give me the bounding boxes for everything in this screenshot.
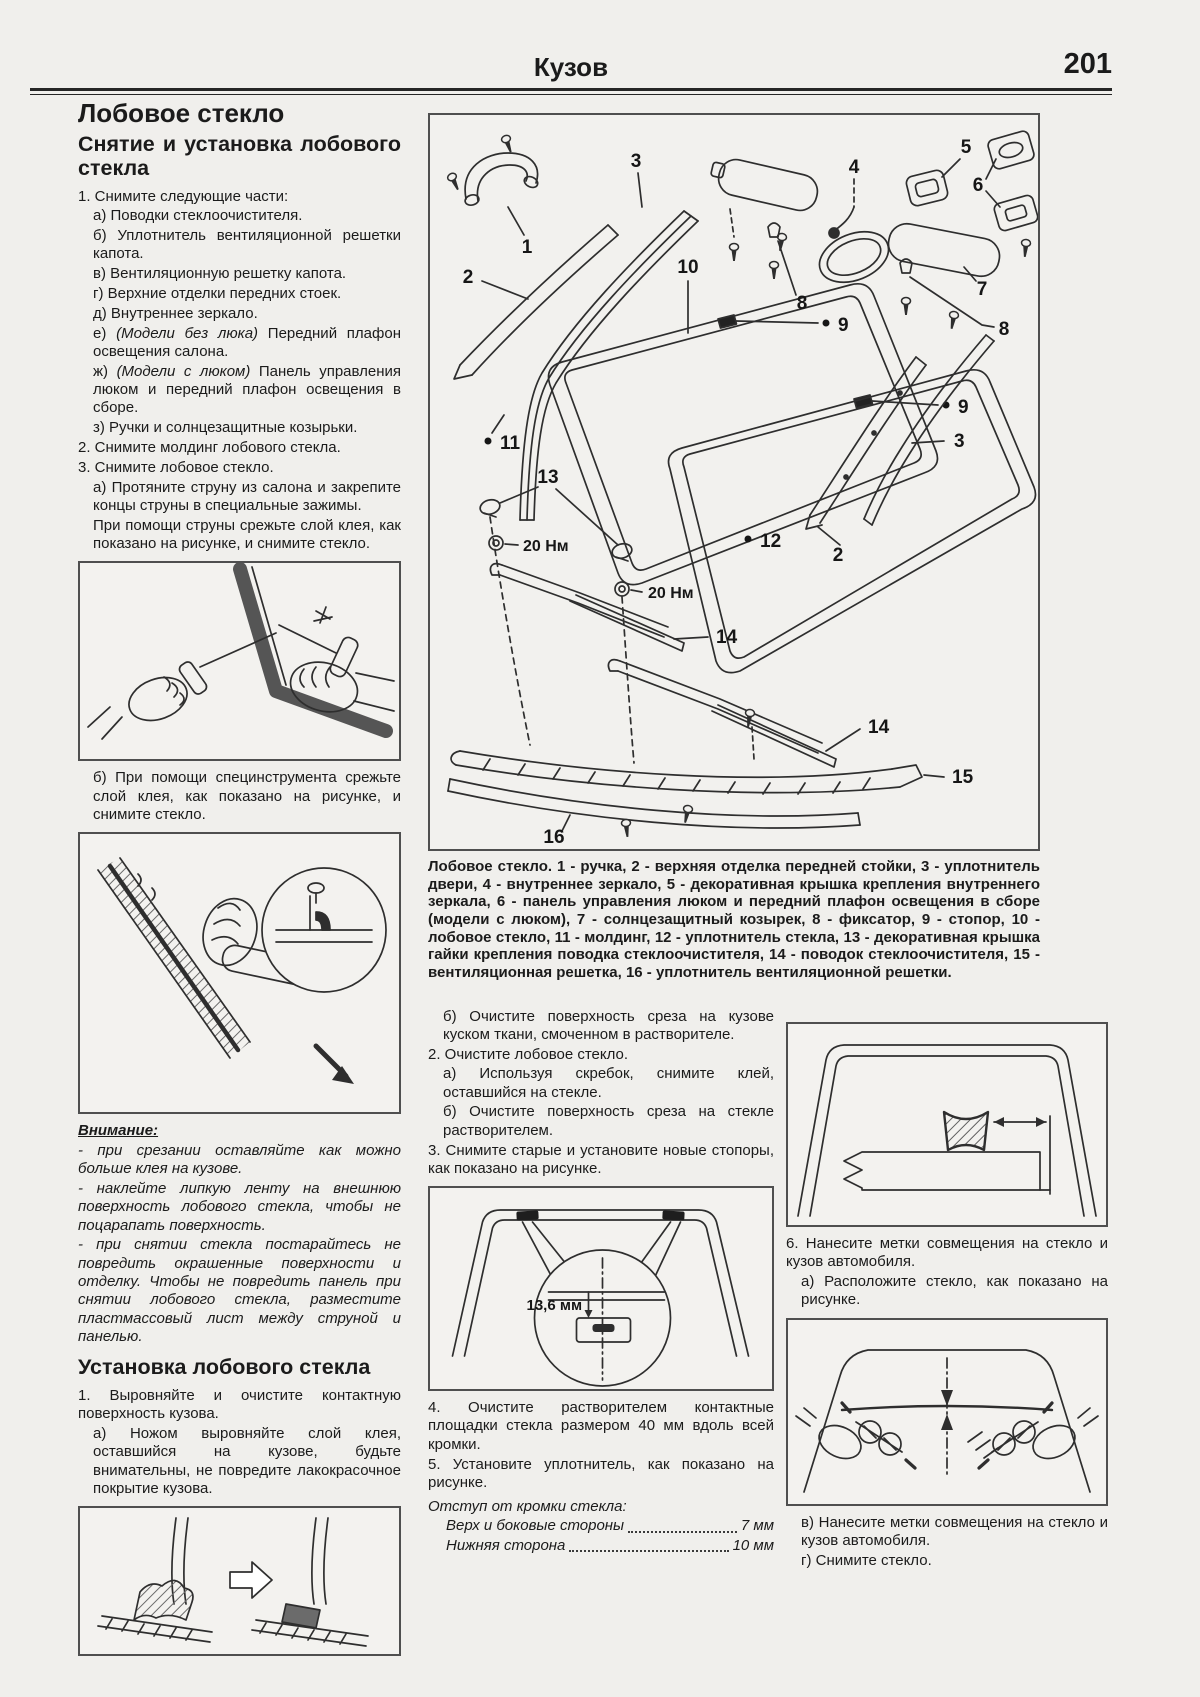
callout-3-right: 3 bbox=[954, 431, 965, 452]
spec-row bbox=[428, 1517, 774, 1535]
step-item: б) Уплотнитель вентиляционной решетки капота. bbox=[93, 227, 401, 263]
step-item bbox=[78, 363, 401, 418]
section-title: Лобовое стекло bbox=[78, 98, 285, 128]
header-rule bbox=[30, 88, 1112, 95]
callout-14b: 14 bbox=[868, 717, 890, 738]
spec-value: 7 мм bbox=[740, 1517, 774, 1535]
glue-trimming-illustration bbox=[80, 1508, 399, 1654]
figure-special-tool bbox=[78, 832, 401, 1114]
step-item: а) Расположите стекло, как показано на рисунке. bbox=[801, 1273, 1108, 1309]
step-item: б) Очистите поверхность среза на стекле растворителем. bbox=[443, 1103, 774, 1139]
callout-1: 1 bbox=[521, 237, 533, 258]
pillar-band bbox=[240, 569, 386, 731]
step-item: 6. Нанесите метки совмещения на стекло и кузов автомобиля. bbox=[786, 1235, 1108, 1271]
callout-15: 15 bbox=[952, 767, 974, 788]
callout-13: 13 bbox=[537, 467, 559, 488]
attention-heading bbox=[78, 1122, 401, 1140]
part-handle bbox=[446, 134, 539, 235]
step-item: г) Верхние отделки передних стоек. bbox=[93, 285, 342, 303]
part-sun-visor-left bbox=[711, 156, 821, 261]
callout-14a: 14 bbox=[716, 627, 738, 648]
callout-2: 2 bbox=[462, 267, 474, 288]
stopper-dimension-label: 13,6 мм bbox=[526, 1297, 583, 1315]
exploded-diagram-figure bbox=[428, 113, 1040, 851]
step-item: 3. Снимите старые и установите новые стопоры, как показано на рисунке. bbox=[428, 1141, 774, 1177]
magnifier-inset bbox=[535, 1250, 671, 1386]
middle-column bbox=[428, 1006, 774, 1556]
magnifier-inset bbox=[262, 868, 386, 992]
step-item: 2. Очистите лобовое стекло. bbox=[428, 1045, 629, 1063]
spec-leader bbox=[628, 1517, 737, 1532]
step-item: 3. Снимите лобовое стекло. bbox=[78, 458, 274, 476]
step-item: При помощи струны срежьте слой клея, как показано на рисунке, и снимите стекло. bbox=[93, 516, 401, 552]
attention-item: - наклейте липкую ленту на внешнюю поверхность лобового стекла, чтобы не поцарапать поверхность. bbox=[78, 1180, 401, 1234]
left-hand bbox=[88, 660, 208, 739]
callout-2-right: 2 bbox=[832, 545, 844, 566]
seal-position-illustration bbox=[788, 1024, 1106, 1225]
callout-8a: 8 bbox=[796, 293, 808, 314]
callout-7: 7 bbox=[976, 279, 988, 300]
callout-8b: 8 bbox=[998, 319, 1010, 340]
step-item: з) Ручки и солнцезащитные козырьки. bbox=[93, 419, 358, 437]
step-item: 1. Снимите следующие части: bbox=[78, 187, 289, 205]
seal-cross-section bbox=[944, 1112, 988, 1150]
step-item bbox=[78, 325, 401, 362]
figure-alignment-marks bbox=[786, 1318, 1108, 1506]
leader-11 bbox=[492, 415, 504, 433]
glue-bead bbox=[110, 866, 238, 1050]
subsection-title: Снятие и установка лобового стекла bbox=[78, 132, 401, 180]
spec-leader bbox=[569, 1537, 728, 1552]
glass-edge-band bbox=[844, 1152, 1040, 1190]
spec-label: Нижняя сторона bbox=[446, 1536, 566, 1554]
spec-row bbox=[428, 1537, 774, 1555]
arrow-up bbox=[941, 1414, 953, 1430]
callout-5: 5 bbox=[960, 137, 972, 158]
step-item: г) Снимите стекло. bbox=[801, 1551, 932, 1569]
step-item: б) При помощи специнструмента срежьте слой клея, как показано на рисунке, и снимите стекло. bbox=[93, 769, 401, 823]
part-lamp-panels bbox=[986, 130, 1038, 258]
cut-mark bbox=[314, 607, 332, 623]
torque-label-2: 20 Нм bbox=[648, 585, 694, 602]
step-item: 1. Выровняйте и очистите контактную поверхность кузова. bbox=[78, 1386, 401, 1423]
step-item: а) Поводки стеклоочистителя. bbox=[93, 207, 303, 225]
step-item: б) Очистите поверхность среза на кузове куском ткани, смоченном в растворителе. bbox=[443, 1007, 774, 1043]
figure-seal-position bbox=[786, 1022, 1108, 1227]
stopper-left bbox=[516, 1211, 538, 1221]
part-door-seal-right bbox=[864, 335, 994, 525]
stopper-right bbox=[662, 1211, 684, 1221]
callout-3: 3 bbox=[630, 151, 642, 172]
left-column bbox=[78, 100, 401, 1664]
attention-title: Внимание: bbox=[78, 1122, 159, 1140]
arrow-down bbox=[941, 1390, 953, 1406]
part-wiper-arm-1 bbox=[490, 564, 708, 651]
before-sketch bbox=[98, 1518, 212, 1642]
callout-9a: 9 bbox=[838, 315, 849, 336]
part-pillar-trim-right bbox=[806, 357, 926, 545]
spec-value: 10 мм bbox=[732, 1536, 774, 1554]
bullet-11 bbox=[485, 438, 492, 445]
callout-4: 4 bbox=[848, 157, 860, 178]
torque-label-1: 20 Нм bbox=[523, 538, 569, 555]
special-tool-illustration bbox=[80, 834, 399, 1112]
step-prefix: ж) bbox=[93, 362, 109, 380]
part-mirror-cover bbox=[905, 159, 960, 207]
step-item: 5. Установите уплотнитель, как показано на рисунке. bbox=[428, 1455, 774, 1491]
stoppers-illustration bbox=[430, 1188, 772, 1389]
step-text: Передний плафон освещения салона. bbox=[93, 324, 401, 360]
spec-block bbox=[428, 1498, 774, 1555]
diagram-caption: Лобовое стекло. 1 - ручка, 2 - верхняя отделка передней стойки, 3 - уплотнитель двери, 4 - внутреннее зеркало, 5 - декоративная крышка крепления внутреннего зеркала, 6 - панель управления люком и передний плафон освещения в сборе (модели с люком), 7 - солнцезащитный козырек, 8 - фиксатор, 9 - стопор, 10 - лобовое стекло, 11 - молдинг, 12 - уплотнитель стекла, 13 - декоративная крышка гайки крепления поводка стеклоочистителя, 14 - поводок стеклоочистителя, 15 - вентиляционная решетка, 16 - уплотнитель вентиляционной решетки. bbox=[428, 858, 1040, 982]
page-header-title: Кузов bbox=[533, 52, 609, 82]
alignment-marks-illustration bbox=[788, 1320, 1106, 1504]
attention-item: - при срезании оставляйте как можно больше клея на кузове. bbox=[78, 1141, 401, 1178]
part-pillar-trim-left bbox=[454, 225, 618, 379]
step-item: а) Ножом выровняйте слой клея, оставшийся на кузове, будьте внимательны, не повредите лакокрасочное покрытие кузова. bbox=[93, 1424, 401, 1497]
bullet-9a bbox=[823, 320, 830, 327]
step-model-note: (Модели без люка) bbox=[116, 324, 259, 342]
spec-title: Отступ от кромки стекла: bbox=[428, 1498, 627, 1516]
step-item: в) Нанесите метки совмещения на стекло и кузов автомобиля. bbox=[801, 1513, 1108, 1549]
step-item: а) Используя скребок, снимите клей, оставшийся на стекле. bbox=[443, 1065, 774, 1101]
callout-9b: 9 bbox=[958, 397, 969, 418]
arrow-between bbox=[230, 1562, 272, 1598]
figure-wire-cutting bbox=[78, 561, 401, 761]
step-text: Панель управления люком и передний плафон освещения в сборе. bbox=[93, 362, 402, 417]
install-section-title: Установка лобового стекла bbox=[78, 1355, 371, 1380]
right-column bbox=[786, 1014, 1108, 1572]
figure-stoppers bbox=[428, 1186, 774, 1391]
attention-item: - при снятии стекла постарайтесь не повредить окрашенные поверхности и отделку. Чтобы не повредить панель при снятии лобового стекла, разместите пластмассовый лист между струной и панелью. bbox=[78, 1236, 401, 1345]
step-item: 4. Очистите растворителем контактные площадки стекла размером 40 мм вдоль всей кромки. bbox=[428, 1399, 774, 1453]
callout-16: 16 bbox=[543, 827, 565, 848]
exploded-diagram bbox=[430, 115, 1038, 849]
step-item: д) Внутреннее зеркало. bbox=[93, 304, 258, 322]
page-number: 201 bbox=[1063, 48, 1112, 80]
callout-12: 12 bbox=[760, 531, 782, 552]
callout-6: 6 bbox=[972, 175, 984, 196]
callout-10: 10 bbox=[677, 257, 699, 278]
step-item: в) Вентиляционную решетку капота. bbox=[93, 265, 347, 283]
callout-11: 11 bbox=[500, 433, 521, 454]
part-wiper-arm-2 bbox=[608, 660, 860, 767]
step-item: 2. Снимите молдинг лобового стекла. bbox=[78, 438, 341, 456]
part-sun-visor-right bbox=[885, 221, 1002, 281]
bullet-12 bbox=[745, 536, 752, 543]
step-prefix: е) bbox=[93, 324, 107, 342]
figure-glue-trimming bbox=[78, 1506, 401, 1656]
step-item: а) Протяните струну из салона и закрепите концы струны в специальные зажимы. bbox=[93, 478, 401, 514]
wire-cutting-illustration bbox=[80, 563, 399, 759]
step-model-note: (Модели с люком) bbox=[116, 362, 251, 380]
part-mirror bbox=[812, 179, 896, 292]
spec-label: Верх и боковые стороны bbox=[446, 1517, 625, 1535]
